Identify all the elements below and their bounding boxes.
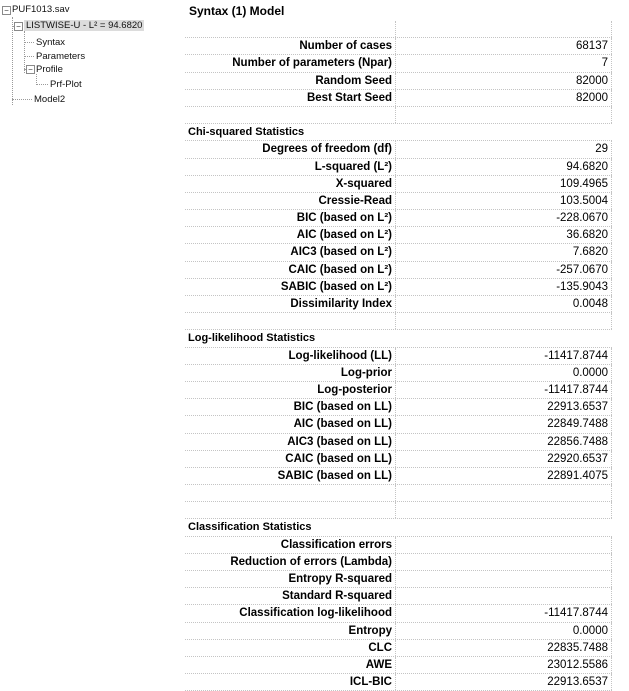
stat-label: Number of parameters (Npar) [185, 55, 396, 71]
section-header-row[interactable] [185, 124, 612, 141]
stat-label [185, 502, 396, 518]
section-header-row[interactable] [185, 330, 612, 347]
stat-value: 22913.6537 [396, 399, 612, 415]
stat-label: Cressie-Read [185, 193, 396, 209]
stat-label: Entropy [185, 623, 396, 639]
stat-label: AIC3 (based on L²) [185, 244, 396, 260]
stat-value: -257.0670 [396, 262, 612, 278]
stat-value: 22856.7488 [396, 434, 612, 450]
stat-value [396, 313, 612, 329]
stat-value [396, 588, 612, 604]
collapse-toggle-icon[interactable]: − [26, 65, 35, 74]
stat-value: 22913.6537 [396, 674, 612, 690]
stat-label: BIC (based on L²) [185, 210, 396, 226]
tree-node-syntax[interactable]: Syntax [36, 37, 66, 48]
table-row[interactable] [185, 55, 612, 72]
stat-label: Degrees of freedom (df) [185, 141, 396, 157]
table-row[interactable] [185, 674, 612, 691]
table-row[interactable] [185, 382, 612, 399]
table-row[interactable] [185, 262, 612, 279]
stat-label: AIC3 (based on LL) [185, 434, 396, 450]
stat-value: 82000 [396, 73, 612, 89]
stat-value [396, 554, 612, 570]
stat-label [185, 313, 396, 329]
stat-value: -135.9043 [396, 279, 612, 295]
stat-value: 7.6820 [396, 244, 612, 260]
tree-node-profile[interactable]: Profile [36, 64, 63, 75]
tree-connector [24, 56, 34, 57]
stat-label: SABIC (based on L²) [185, 279, 396, 295]
table-row[interactable] [185, 159, 612, 176]
stat-label: Reduction of errors (Lambda) [185, 554, 396, 570]
stat-value [396, 571, 612, 587]
stat-label [185, 21, 396, 37]
table-row[interactable] [185, 141, 612, 158]
stat-value: -11417.8744 [396, 605, 612, 621]
table-row[interactable] [185, 554, 612, 571]
stat-label [185, 485, 396, 501]
stat-value [396, 107, 612, 123]
tree-connector [12, 17, 13, 105]
tree-node-model2[interactable]: Model2 [34, 94, 66, 105]
table-row[interactable] [185, 193, 612, 210]
stat-label: Dissimilarity Index [185, 296, 396, 312]
table-row[interactable] [185, 244, 612, 261]
table-row[interactable] [185, 90, 612, 107]
stat-label: Entropy R-squared [185, 571, 396, 587]
stat-label: Log-posterior [185, 382, 396, 398]
table-row[interactable] [185, 434, 612, 451]
table-row[interactable] [185, 399, 612, 416]
stat-label [185, 107, 396, 123]
stat-value [396, 537, 612, 553]
table-row[interactable] [185, 657, 612, 674]
stat-label: CAIC (based on L²) [185, 262, 396, 278]
table-row[interactable] [185, 468, 612, 485]
tree-connector [12, 99, 32, 100]
stat-label: AIC (based on L²) [185, 227, 396, 243]
tree-connector [24, 31, 25, 73]
stat-value: -11417.8744 [396, 348, 612, 364]
table-row[interactable] [185, 502, 612, 519]
stat-value: 82000 [396, 90, 612, 106]
table-row[interactable] [185, 176, 612, 193]
stat-label: Classification log-likelihood [185, 605, 396, 621]
model-tree [0, 0, 178, 643]
stat-value: 22891.4075 [396, 468, 612, 484]
stat-value: 0.0048 [396, 296, 612, 312]
table-row[interactable] [185, 451, 612, 468]
collapse-toggle-icon[interactable]: − [14, 22, 23, 31]
table-row[interactable] [185, 640, 612, 657]
table-row[interactable] [185, 21, 612, 38]
table-row[interactable] [185, 348, 612, 365]
stat-value: 23012.5586 [396, 657, 612, 673]
stat-label: Best Start Seed [185, 90, 396, 106]
stat-label: Standard R-squared [185, 588, 396, 604]
stat-label: X-squared [185, 176, 396, 192]
stat-value [396, 485, 612, 501]
tree-node-prf-plot[interactable]: Prf-Plot [50, 79, 82, 90]
stat-value: 94.6820 [396, 159, 612, 175]
stat-value: -228.0670 [396, 210, 612, 226]
stat-value: 29 [396, 141, 612, 157]
table-row[interactable] [185, 296, 612, 313]
stat-label: BIC (based on LL) [185, 399, 396, 415]
stat-label: CAIC (based on LL) [185, 451, 396, 467]
stat-value: 0.0000 [396, 365, 612, 381]
stat-value: -11417.8744 [396, 382, 612, 398]
tree-connector [24, 42, 34, 43]
stat-label: Log-prior [185, 365, 396, 381]
table-row[interactable] [185, 38, 612, 55]
stat-label: Number of cases [185, 38, 396, 54]
stat-label: Log-likelihood (LL) [185, 348, 396, 364]
table-row[interactable] [185, 537, 612, 554]
table-row[interactable] [185, 227, 612, 244]
section-title: Classification Statistics [188, 521, 312, 534]
tree-connector [36, 84, 48, 85]
stat-value: 22849.7488 [396, 416, 612, 432]
table-row[interactable] [185, 313, 612, 330]
stat-value: 36.6820 [396, 227, 612, 243]
stat-value: 109.4965 [396, 176, 612, 192]
table-row[interactable] [185, 279, 612, 296]
section-title: Chi-squared Statistics [188, 126, 305, 139]
table-row[interactable] [185, 365, 612, 382]
stat-label: AIC (based on LL) [185, 416, 396, 432]
stat-label: Random Seed [185, 73, 396, 89]
table-row[interactable] [185, 623, 612, 640]
table-row[interactable] [185, 588, 612, 605]
stat-value: 22920.6537 [396, 451, 612, 467]
table-row[interactable] [185, 485, 612, 502]
table-row[interactable] [185, 73, 612, 90]
table-row[interactable] [185, 107, 612, 124]
stat-value [396, 502, 612, 518]
stat-value [396, 21, 612, 37]
stat-value: 0.0000 [396, 623, 612, 639]
stat-label: Classification errors [185, 537, 396, 553]
tree-node-model1[interactable]: LISTWISE-U - L² = 94.6820 [26, 20, 143, 31]
stat-value: 22835.7488 [396, 640, 612, 656]
page-title: Syntax (1) Model [189, 4, 285, 18]
stat-label: SABIC (based on LL) [185, 468, 396, 484]
table-row[interactable] [185, 210, 612, 227]
stat-label: L-squared (L²) [185, 159, 396, 175]
stat-label: ICL-BIC [185, 674, 396, 690]
stat-value: 68137 [396, 38, 612, 54]
table-row[interactable] [185, 571, 612, 588]
table-row[interactable] [185, 416, 612, 433]
section-header-row[interactable] [185, 519, 612, 536]
tree-root-file[interactable]: PUF1013.sav [12, 4, 70, 15]
section-title: Log-likelihood Statistics [188, 332, 316, 345]
collapse-toggle-icon[interactable]: − [2, 6, 11, 15]
tree-node-parameters[interactable]: Parameters [36, 51, 86, 62]
stat-label: CLC [185, 640, 396, 656]
statistics-table [185, 21, 612, 691]
table-row[interactable] [185, 605, 612, 622]
stat-label: AWE [185, 657, 396, 673]
stat-value: 7 [396, 55, 612, 71]
stat-value: 103.5004 [396, 193, 612, 209]
